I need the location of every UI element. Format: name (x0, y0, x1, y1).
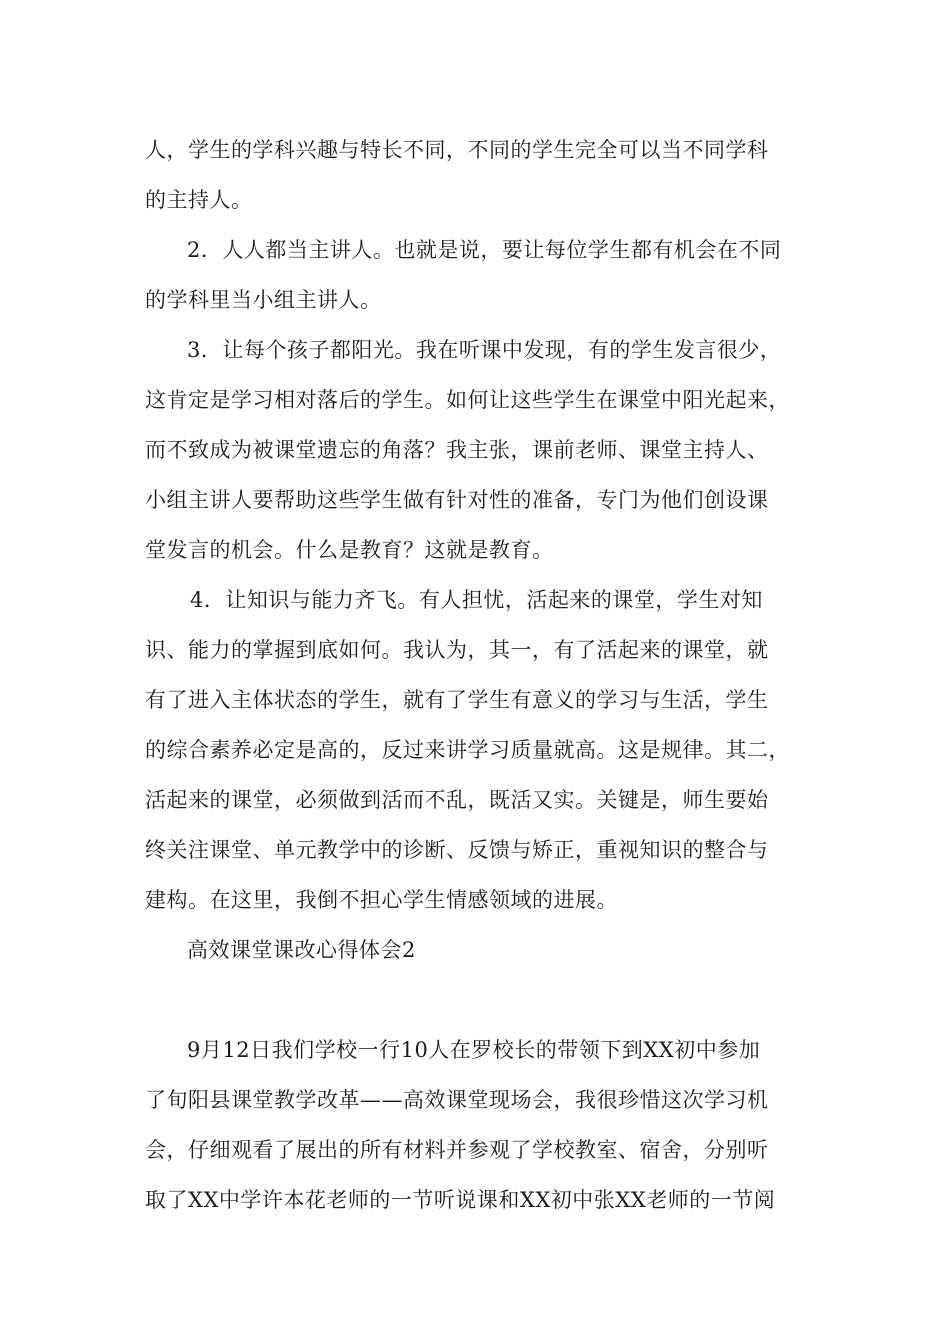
text-line: 这肯定是学习相对落后的学生。如何让这些学生在课堂中阳光起来， (145, 388, 790, 412)
text-line: 了旬阳县课堂教学改革——高效课堂现场会，我很珍惜这次学习机 (145, 1088, 769, 1112)
text-line: 9月12日我们学校一行10人在罗校长的带领下到XX初中参加 (187, 1038, 761, 1062)
text-line: 的学科里当小组主讲人。 (145, 288, 382, 312)
text-line: 的综合素养必定是高的，反过来讲学习质量就高。这是规律。其二， (145, 738, 790, 762)
text-line: 终关注课堂、单元教学中的诊断、反馈与矫正，重视知识的整合与 (145, 838, 769, 862)
text-line: 有了进入主体状态的学生，就有了学生有意义的学习与生活，学生 (145, 688, 769, 712)
text-line: 4．让知识与能力齐飞。有人担忧，活起来的课堂，学生对知 (190, 588, 763, 612)
text-line: 小组主讲人要帮助这些学生做有针对性的准备，专门为他们创设课 (145, 488, 769, 512)
text-line: 堂发言的机会。什么是教育？这就是教育。 (145, 538, 554, 562)
text-line: 活起来的课堂，必须做到活而不乱，既活又实。关键是，师生要始 (145, 788, 769, 812)
text-line: 会，仔细观看了展出的所有材料并参观了学校教室、宿舍，分别听 (145, 1138, 769, 1162)
text-line: 取了XX中学许本花老师的一节听说课和XX初中张XX老师的一节阅 (145, 1188, 776, 1212)
text-line: 建构。在这里，我倒不担心学生情感领域的进展。 (145, 888, 618, 912)
text-line: 人，学生的学科兴趣与特长不同，不同的学生完全可以当不同学科 (145, 138, 769, 162)
section-heading: 高效课堂课改心得体会2 (187, 938, 416, 962)
text-line: 识、能力的掌握到底如何。我认为，其一，有了活起来的课堂，就 (145, 638, 769, 662)
text-line: 3．让每个孩子都阳光。我在听课中发现，有的学生发言很少， (187, 338, 782, 362)
text-line: 的主持人。 (145, 188, 253, 212)
text-line: 而不致成为被课堂遗忘的角落？我主张，课前老师、课堂主持人、 (145, 438, 769, 462)
text-line: 2．人人都当主讲人。也就是说，要让每位学生都有机会在不同 (187, 238, 782, 262)
